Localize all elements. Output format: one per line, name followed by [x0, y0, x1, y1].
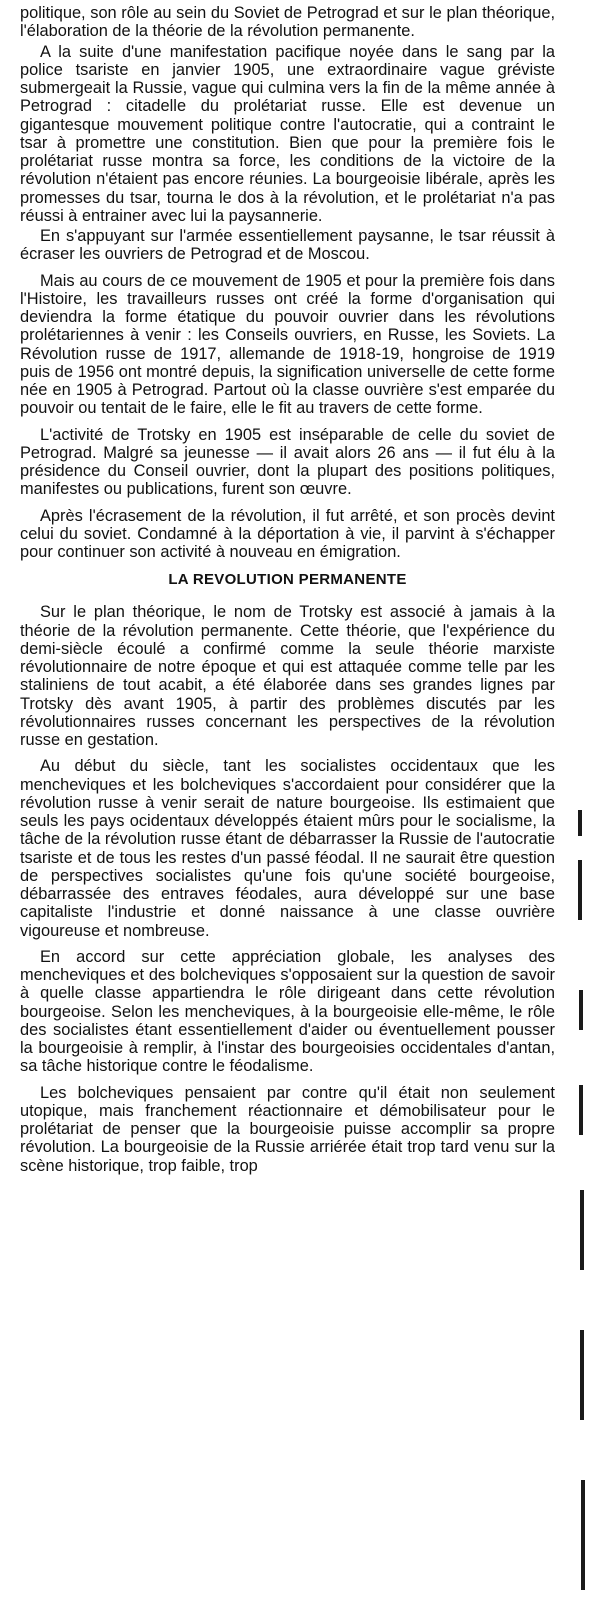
- paragraph-theory: Sur le plan théorique, le nom de Trotsky est associé à jamais à la théorie de la révolution permanente. Cette théorie, que l'expérience du demi-siècle écoulé a confirmé comme la seule théorie marxiste révolutionnaire de notre époque et qui est attaquée comme telle par les staliniens de tout acabit, a été élaborée dans ses grandes lignes par Trotsky dès avant 1905, à partir des problèmes discutés par les révolutionnaires russes concernant les perspectives de la révolution russe en gestation.: [20, 603, 555, 749]
- margin-mark: [578, 860, 582, 920]
- article-column: [20, 4, 555, 1177]
- paragraph-soviets: Mais au cours de ce mouvement de 1905 et pour la première fois dans l'Histoire, les travailleurs russes ont créé la forme d'organisation qui deviendra la forme étatique du pouvoir ouvrier dans les révolutions prolétariennes à venir : les Conseils ouvriers, en Russe, les Soviets. La Révolution russe de 1917, allemande de 1918-19, hongroise de 1919 puis de 1956 ont montré depuis, la signification universelle de cette forme née en 1905 à Petrograd. Partout où la classe ouvrière s'est emparée du pouvoir ou tentait de le faire, elle le fit au travers de cette forme.: [20, 271, 555, 418]
- margin-mark: [579, 990, 583, 1030]
- paragraph-1905-strike: A la suite d'une manifestation pacifique noyée dans le sang par la police tsariste en janvier 1905, une extraordinaire vague gréviste submergeait la Russie, vague qui culmina vers la fin de la même année à Petrograd : citadelle du prolétariat russe. Elle est devenue un gigantesque mouvement politique contre l'autocratie, qui a contraint le tsar à promettre une constitution. Bien que pour la première fois le prolétariat russe montra sa force, les conditions de la victoire de la révolution n'étaient pas encore réunies. La bourgeoisie libérale, après les promesses du tsar, tourna le dos à la révolution, et le prolétariat n'a pas réussi à entrainer avec lui la paysannerie.: [20, 42, 555, 225]
- paragraph-arrest: Après l'écrasement de la révolution, il fut arrêté, et son procès devint celui du soviet. Condamné à la déportation à vie, il parvint à s'échapper pour continuer son activité à nouveau en émigration.: [20, 506, 555, 561]
- margin-mark: [580, 1190, 584, 1270]
- paragraph-continuation: politique, son rôle au sein du Soviet de Petrograd et sur le plan théorique, l'élaboration de la théorie de la révolution permanente.: [20, 4, 555, 41]
- paragraph-mencheviks: En accord sur cette appréciation globale, les analyses des mencheviques et des bolcheviques s'opposaient sur la question de savoir à quelle classe appartiendra le rôle dirigeant dans cette révolution bourgeoise. Selon les mencheviques, à la bourgeoisie elle-même, le rôle des socialistes étant essentiellement d'aider ou éventuellement pousser la bourgeoisie à remplir, à l'instar des bourgeoisies occidentales d'antan, sa tâche historique contre le féodalisme.: [20, 947, 555, 1076]
- paragraph-bolsheviks: Les bolcheviques pensaient par contre qu'il était non seulement utopique, mais franchement réactionnaire et démobilisateur pour le prolétariat de penser que la bourgeoisie puisse accomplir sa propre révolution. La bourgeoisie de la Russie arriérée était trop tard venu sur la scène historique, trop faible, trop: [20, 1083, 555, 1175]
- margin-mark: [578, 810, 582, 836]
- section-heading: LA REVOLUTION PERMANENTE: [168, 571, 407, 589]
- margin-mark: [579, 1085, 583, 1135]
- margin-mark: [580, 1330, 584, 1420]
- paragraph-trotsky-activity: L'activité de Trotsky en 1905 est inséparable de celle du soviet de Petrograd. Malgré sa jeunesse — il avait alors 26 ans — il fut élu à la présidence du Conseil ouvrier, dont la plupart des positions politiques, manifestes ou publications, furent son œuvre.: [20, 425, 555, 499]
- margin-mark: [581, 1480, 585, 1590]
- paragraph-army: En s'appuyant sur l'armée essentiellement paysanne, le tsar réussit à écraser les ouvriers de Petrograd et de Moscou.: [20, 227, 555, 264]
- paragraph-bourgeois-nature: Au début du siècle, tant les socialistes occidentaux que les mencheviques et les bolcheviques s'accordaient pour considérer que la révolution russe à venir serait de nature bourgeoise. Ils estimaient que seuls les pays ocidentaux développés étaient mûrs pour le socialisme, la tâche de la révolution russe étant de débarrasser la Russie de l'autocratie tsariste et de tous les restes d'un passé féodal. Il ne saurait être question de perspectives socialistes qu'une fois qu'une société bourgeoise, débarrassée des entraves féodales, aura développé sur une base capitaliste l'industrie et donné naissance à une classe ouvrière vigoureuse et nombreuse.: [20, 757, 555, 940]
